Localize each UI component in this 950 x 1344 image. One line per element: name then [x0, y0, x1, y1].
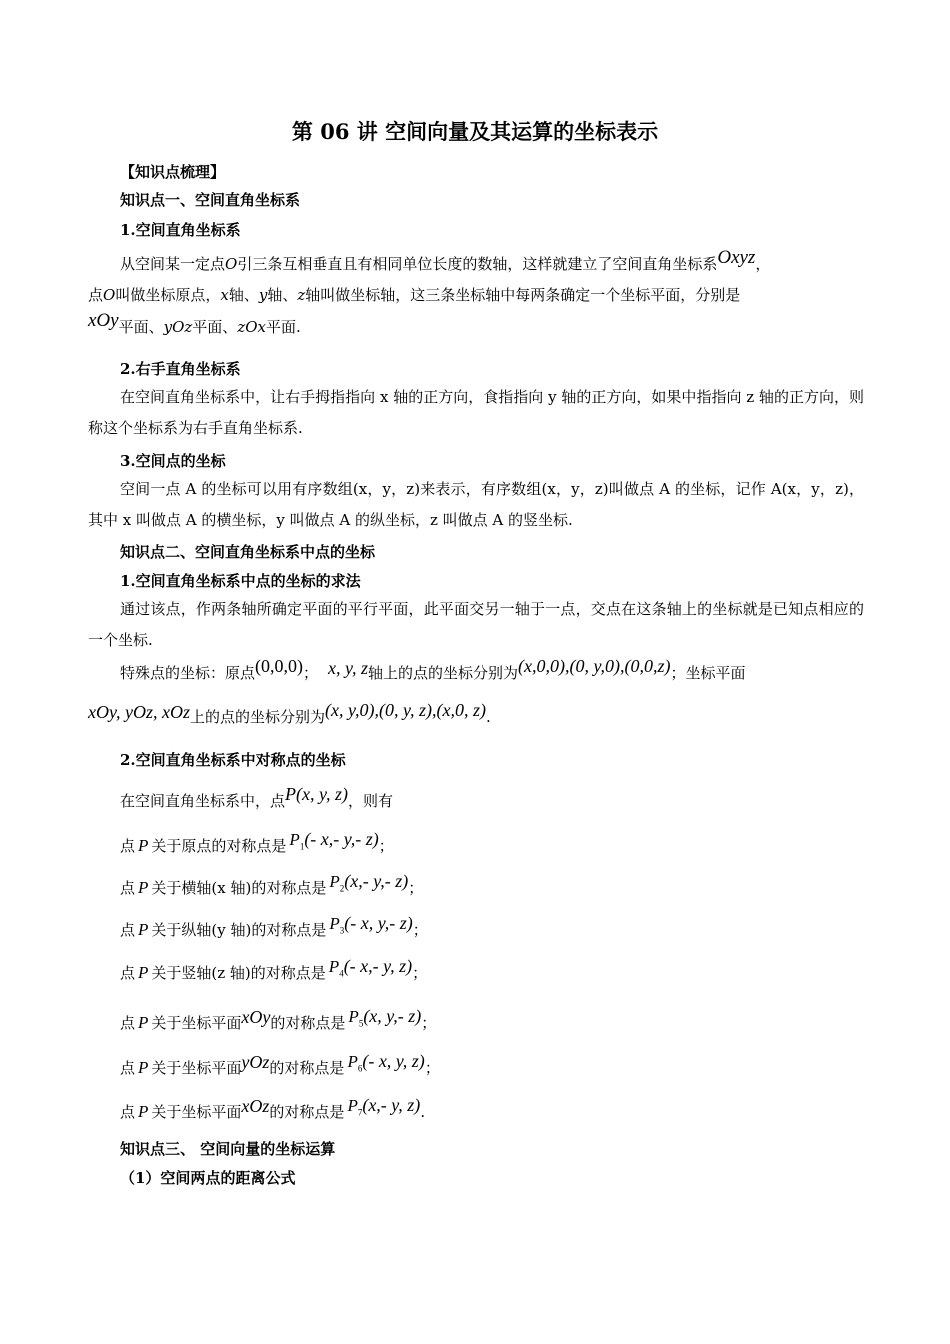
- symmetry-item: 点 P 关于原点的对称点是 $P_1(-$ x,- y,- z)；: [120, 829, 394, 855]
- origin-math: (0,0,0): [255, 656, 304, 676]
- kp1-s2-title: 2.右手直角坐标系: [120, 360, 241, 378]
- kp2-s1-paragraph: 通过该点，作两条轴所确定平面的平行平面，此平面交另一轴于一点，交点在这条轴上的坐标就是已知点相应的一个坐标.: [88, 600, 864, 649]
- symmetry-item: 点 P 关于坐标平面yOz的对称点是 $P_6(-$ x, y, z)；: [120, 1051, 440, 1077]
- point-p-symbol: P: [138, 920, 149, 939]
- symmetric-point-math: $P_5(x$, y,- z): [348, 1006, 422, 1029]
- special-points-line2: xOy, yOz, xOz上的点的坐标分别为(x, y,0),(0, y, z),(x,0, z).: [88, 700, 491, 726]
- axes-math: x, y, z: [328, 658, 369, 678]
- plane-math: xOz: [241, 1096, 270, 1116]
- symmetry-intro: 在空间直角坐标系中，点P(x, y, z)，则有: [120, 784, 394, 810]
- kp1-s1-title: 1.空间直角坐标系: [120, 221, 241, 239]
- kp1-title: 知识点一、空间直角坐标系: [120, 191, 301, 209]
- symmetric-point-math: $P_1(-$ x,- y,- z): [289, 829, 379, 852]
- point-p-symbol: P: [138, 963, 149, 982]
- kp2-s2-title: 2.空间直角坐标系中对称点的坐标: [120, 751, 346, 769]
- kp1-s3-paragraph: 空间一点 A 的坐标可以用有序数组(x，y，z)来表示，有序数组(x，y，z)叫做点 A 的坐标，记作 A(x，y，z)，其中 x 叫做点 A 的横坐标，y 叫做点 A 的纵坐标，z 叫做点 A 的竖坐标.: [88, 480, 864, 529]
- point-p-symbol: P: [138, 836, 149, 855]
- kp3-s1-title: （1）空间两点的距离公式: [120, 1169, 296, 1187]
- kp3-title: 知识点三、 空间向量的坐标运算: [120, 1140, 336, 1158]
- point-p-symbol: P: [138, 1013, 149, 1032]
- axis-points-math: (x,0,0),(0, y,0),(0,0,z): [518, 656, 671, 676]
- point-p-math: P(x, y, z): [285, 784, 348, 804]
- kp1-s3-title: 3.空间点的坐标: [120, 452, 226, 470]
- plane-math: yOz: [241, 1052, 270, 1072]
- symmetry-item: 点 P 关于纵轴(y 轴)的对称点是 $P_3(-$ x, y,- z)；: [120, 913, 428, 939]
- symmetry-item: 点 P 关于坐标平面xOz的对称点是 $P_7(x,-$ y, z).: [120, 1095, 426, 1121]
- plane-math: xOy: [241, 1007, 271, 1027]
- kp2-title: 知识点二、空间直角坐标系中点的坐标: [120, 543, 376, 561]
- symmetric-point-math: $P_7(x,-$ y, z): [347, 1095, 421, 1118]
- kp1-s1-paragraph: 从空间某一定点O引三条互相垂直且有相同单位长度的数轴，这样就建立了空间直角坐标系Oxyz， 点O叫做坐标原点，x轴、y轴、z轴叫做坐标轴，这三条坐标轴中每两条确定一个坐标平面，分别是 xOy平面、yOz平面、zOx平面.: [88, 247, 771, 336]
- point-p-symbol: P: [138, 878, 149, 897]
- xoy-math: xOy: [88, 310, 119, 331]
- symmetric-point-math: $P_3(-$ x, y,- z): [329, 913, 413, 936]
- planes-math: xOy, yOz, xOz: [88, 702, 190, 722]
- symmetry-item: 点 P 关于坐标平面xOy的对称点是 $P_5(x$, y,- z)；: [120, 1006, 437, 1032]
- page-title: 第 06 讲 空间向量及其运算的坐标表示: [291, 119, 659, 144]
- section-heading: 【知识点梳理】: [120, 163, 226, 181]
- plane-points-math: (x, y,0),(0, y, z),(x,0, z): [325, 700, 486, 720]
- symmetric-point-math: $P_4(-$ x,- y, z): [328, 956, 413, 979]
- point-p-symbol: P: [138, 1102, 149, 1121]
- kp2-s1-title: 1.空间直角坐标系中点的坐标的求法: [120, 572, 361, 590]
- kp1-s2-paragraph: 在空间直角坐标系中，让右手拇指指向 x 轴的正方向，食指指向 y 轴的正方向，如果中指指向 z 轴的正方向，则称这个坐标系为右手直角坐标系.: [88, 388, 864, 437]
- symmetry-item: 点 P 关于竖轴(z 轴)的对称点是 $P_4(-$ x,- y, z)；: [120, 956, 428, 982]
- symmetric-point-math: $P_6(-$ x, y, z): [347, 1051, 425, 1074]
- special-points-line1: 特殊点的坐标：原点(0,0,0)； x, y, z轴上的点的坐标分别为(x,0,0),(0, y,0),(0,0,z)；坐标平面: [120, 656, 746, 682]
- symmetry-item: 点 P 关于横轴(x 轴)的对称点是 $P_2(x,-$ y,- z)；: [120, 871, 424, 897]
- symmetric-point-math: $P_2(x,-$ y,- z): [329, 871, 409, 894]
- point-p-symbol: P: [138, 1058, 149, 1077]
- oxyz-math: Oxyz: [717, 247, 756, 268]
